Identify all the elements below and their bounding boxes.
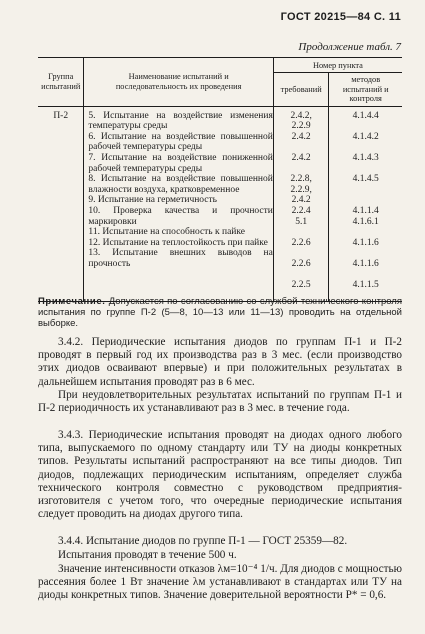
test-item-12: 12. Испытание на теплостойкость при пайке <box>88 237 268 248</box>
req-value <box>274 270 329 281</box>
note-text: Допускается по согласованию со службой технического контроля испытания по группе П-2 (5—8, 10—13 или 11—13) проводить на отдельной выборке. <box>38 296 402 329</box>
col-header-group: Группа испытаний <box>38 58 84 107</box>
method-value <box>329 248 402 259</box>
req-value: 2.2.6 <box>291 237 311 248</box>
test-item-13: 13. Испытание внешних выводов на прочность <box>88 248 273 269</box>
method-value: 4.1.6.1 <box>352 216 379 227</box>
method-value <box>329 142 402 153</box>
req-value: 2.2.5 <box>291 280 311 291</box>
table-note <box>38 296 402 329</box>
req-value: 2.4.2 <box>291 131 311 142</box>
req-value: 2.2.9, <box>290 184 312 195</box>
col-header-name: Наименование испытаний и последовательность их проведения <box>84 58 273 107</box>
col-header-points: Номер пункта <box>273 58 402 73</box>
req-value: 2.2.6 <box>291 258 311 269</box>
method-value: 4.1.1.5 <box>352 280 379 291</box>
names-column <box>84 106 273 302</box>
test-item-6: 6. Испытание на воздействие повышенной рабочей температуры среды <box>88 131 273 153</box>
method-value: 4.1.4.2 <box>352 131 379 142</box>
req-value <box>274 227 329 238</box>
method-value <box>329 121 402 132</box>
test-item-11: 11. Испытание на способность к пайке <box>88 227 245 238</box>
req-value <box>274 248 329 259</box>
test-item-5: 5. Испытание на воздействие изменения температуры среды <box>88 110 273 132</box>
paragraph-intensity: Значение интенсивности отказов λм=10⁻⁴ 1/ч. Для диодов с мощностью рассеяния более 1 Вт значение λм устанавливают в стандартах или ТУ на диоды конкретных типов. Значение доверительной вероятности P* = 0,6. <box>38 563 402 602</box>
method-value: 4.1.4.3 <box>352 153 379 163</box>
methods-column <box>329 106 402 302</box>
req-value <box>274 142 329 153</box>
method-value <box>329 185 402 196</box>
note-label: Примечание. <box>38 296 106 307</box>
req-value: 5.1 <box>295 216 308 227</box>
table-continued-label: Продолжение табл. 7 <box>298 41 401 53</box>
page-header: ГОСТ 20215—84 С. 11 <box>280 11 401 23</box>
paragraph-failure: При неудовлетворительных результатах испытаний по группам П-1 и П-2 периодичность их устанавливают раз в 3 мес. в течение года. <box>38 389 402 415</box>
req-value: 2.2.4 <box>291 205 311 216</box>
test-table <box>38 57 402 302</box>
method-value: 4.1.4.5 <box>352 174 379 185</box>
req-value <box>274 164 329 175</box>
test-item-10: 10. Проверка качества и прочности маркировки <box>88 205 273 227</box>
paragraph-duration: Испытания проводят в течение 500 ч. <box>58 549 237 561</box>
method-value: 4.1.1.4 <box>352 205 379 216</box>
method-value <box>329 195 402 206</box>
paragraph-3-4-2: 3.4.2. Периодические испытания диодов по группам П-1 и П-2 проводят в первый год их производства раз в 3 мес. (если производство этих диодов осваивают впервые) и при положительных результатах в дальнейшем испытания проводят раз в 6 мес. <box>38 336 402 388</box>
method-value <box>329 164 402 175</box>
req-value: 2.4.2 <box>291 153 311 163</box>
method-value: 4.1.1.6 <box>352 258 379 269</box>
req-column <box>273 106 329 302</box>
req-value: 2.2.9 <box>291 121 311 132</box>
req-value: 2.4.2, <box>290 110 312 121</box>
col-header-methods: методов испытаний и контроля <box>329 73 402 106</box>
method-value <box>329 270 402 281</box>
test-item-7: 7. Испытание на воздействие пониженной рабочей температуры среды <box>88 153 273 174</box>
method-value: 4.1.1.6 <box>352 237 379 248</box>
req-value: 2.2.8, <box>290 174 312 185</box>
paragraph-3-4-3: 3.4.3. Периодические испытания проводят на диодах одного любого типа, выпускаемого по одному стандарту или ТУ на диоды конкретных типов. Результаты испытаний распространяют на все типы диодов. Тип диодов, подлежащих периодическим испытаниям, определяет служба технического контроля совместно с руководством предприятия-изготовителя с учетом того, что очередные периодические испытания следует проводить на диодах другого типа. <box>38 429 402 521</box>
group-cell: П-2 <box>38 106 84 302</box>
method-value: 4.1.4.4 <box>352 110 379 121</box>
req-value: 2.4.2 <box>291 195 311 206</box>
method-value <box>329 227 402 238</box>
paragraph-3-4-4: 3.4.4. Испытание диодов по группе П-1 — ГОСТ 25359—82. <box>58 535 348 547</box>
col-header-req: требований <box>273 73 329 106</box>
test-item-9: 9. Испытание на герметичность <box>88 195 217 206</box>
test-item-8: 8. Испытание на воздействие повышенной влажности воздуха, кратковременное <box>88 174 273 195</box>
